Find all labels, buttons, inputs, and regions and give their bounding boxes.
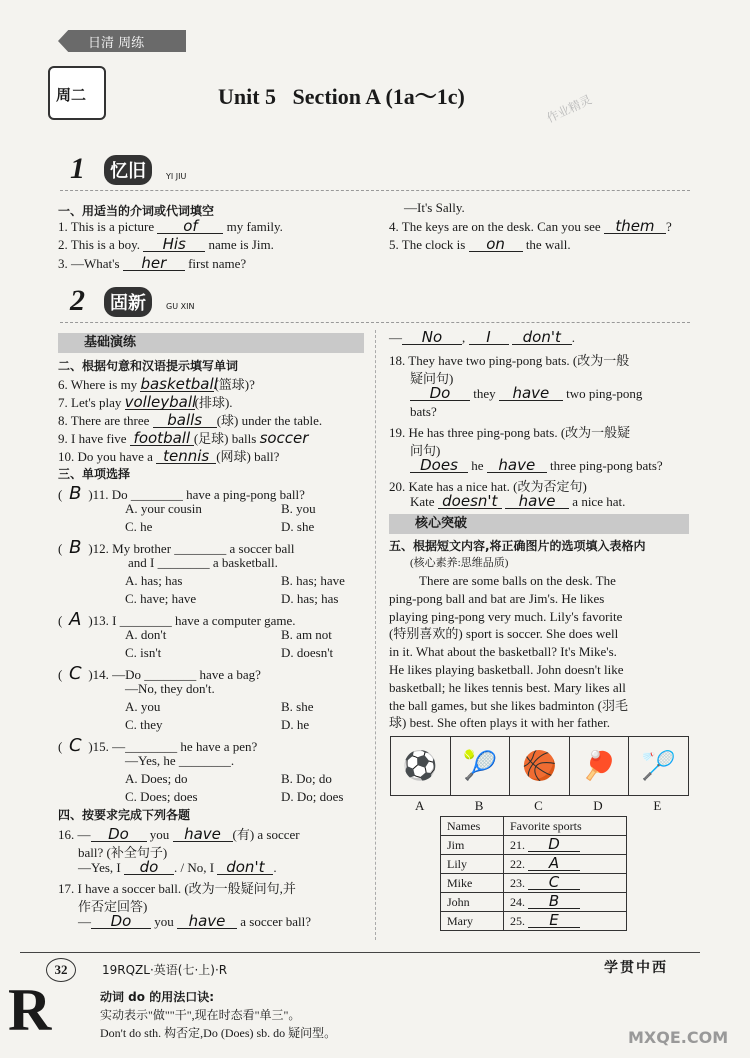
passage-line: ping-pong ball and bat are Jim's. He likes xyxy=(389,590,605,606)
watermark: 作业精灵 xyxy=(544,92,594,126)
q14-b: B. she xyxy=(281,699,314,714)
q17-2: 作否定回答) xyxy=(78,899,148,914)
review-q2: 2. This is a boy. His name is Jim. xyxy=(58,235,274,253)
tennis-picture: 🎾 xyxy=(451,737,511,795)
q16-2: ball? (补全句子) xyxy=(78,845,168,860)
page-title: Unit 5 Section A (1a～1c) xyxy=(218,84,465,109)
footer-rule xyxy=(20,952,700,953)
divider xyxy=(60,322,690,323)
passage-line: playing ping-pong very much. Lily's favorite xyxy=(389,608,623,624)
q13: ( A )13. I ________ have a computer game. xyxy=(58,609,296,630)
q14-a: A. you xyxy=(125,699,161,714)
q12-c: C. have; have xyxy=(125,591,197,606)
q14-2: —No, they don't. xyxy=(125,681,215,696)
q9: 9. I have five football (足球) balls soccer xyxy=(58,429,309,447)
q12-d: D. has; has xyxy=(281,591,339,606)
table-header: Names xyxy=(441,817,504,836)
passage-line: He likes playing basketball. John doesn't like xyxy=(389,661,624,677)
q15-2: —Yes, he ________. xyxy=(125,753,235,768)
q18: 18. They have two ping-pong bats. (改为一般 xyxy=(389,353,630,368)
h5-note: (核心素养:思维品质) xyxy=(410,557,509,569)
h5: 五、根据短文内容,将正确图片的选项填入表格内 xyxy=(389,539,646,553)
picture-labels xyxy=(390,798,687,814)
basketball-picture: 🏀 xyxy=(510,737,570,795)
review-q5: 5. The clock is on the wall. xyxy=(389,235,571,253)
q15-d: D. Do; does xyxy=(281,789,344,804)
q16: 16. — Do you have (有) a soccer xyxy=(58,825,300,843)
soccer-goal-picture: ⚽ xyxy=(391,737,451,795)
table-row: Jim 21. D xyxy=(441,836,627,855)
table-header: Favorite sports xyxy=(504,817,627,836)
h2: 二、根据句意和汉语提示填写单词 xyxy=(58,359,239,373)
q12-b: B. has; have xyxy=(281,573,345,588)
passage-line: basketball; he likes tennis best. Mary likes all xyxy=(389,679,626,695)
corner-letter: R xyxy=(8,977,52,1043)
q18-4: bats? xyxy=(410,404,437,419)
q13-c: C. isn't xyxy=(125,645,162,660)
q12-2: and I ________ a basketball. xyxy=(128,555,278,570)
section-1-pinyin: YI JIU xyxy=(166,172,187,181)
q19: 19. He has three ping-pong bats. (改为一般疑 xyxy=(389,425,631,440)
pic-label: D xyxy=(593,798,603,813)
h3: 三、单项选择 xyxy=(58,467,131,481)
passage-line: in it. What about the basketball? It's Mike's. xyxy=(389,644,617,660)
q11: ( B )11. Do ________ have a ping-pong ball? xyxy=(58,483,305,504)
table-row: John 24. B xyxy=(441,893,627,912)
q15-c: C. Does; does xyxy=(125,789,198,804)
q11-a: A. your cousin xyxy=(125,501,202,516)
page-number: 32 xyxy=(46,958,76,982)
table-row: Lily 22. A xyxy=(441,855,627,874)
q13-d: D. doesn't xyxy=(281,645,334,660)
q13-a: A. don't xyxy=(125,627,167,642)
passage-line: (特别喜欢的) sport is soccer. She does well xyxy=(389,626,619,642)
pictures-strip xyxy=(390,736,689,796)
day-label: 周二 xyxy=(56,86,87,104)
pic-label: C xyxy=(534,798,543,813)
passage-line: There are some balls on the desk. The xyxy=(419,573,616,588)
pic-label: A xyxy=(415,798,425,813)
q14-c: C. they xyxy=(125,717,163,732)
section-2-pinyin: GU XIN xyxy=(166,302,195,311)
q20-2: Kate doesn't have a nice hat. xyxy=(410,492,626,510)
passage-line: the ball games, but she likes badminton (羽毛 xyxy=(389,697,629,713)
q11-c: C. he xyxy=(125,519,153,534)
h4: 四、按要求完成下列各题 xyxy=(58,808,191,822)
review-q3: 3. —What's her first name? xyxy=(58,254,247,272)
q17: 17. I have a soccer ball. (改为一般疑问句,并 xyxy=(58,881,296,896)
divider xyxy=(60,190,690,191)
q12: ( B )12. My brother ________ a soccer ball xyxy=(58,537,295,558)
q19-3: Does he have three ping-pong bats? xyxy=(410,458,663,474)
ping-pong-picture: 🏓 xyxy=(570,737,630,795)
tip-title: 动词 do 的用法口诀: xyxy=(100,990,214,1004)
q17-3: — Do you have a soccer ball? xyxy=(78,912,311,930)
q18-3: Do they have two ping-pong xyxy=(410,386,642,402)
review-q1: 1. This is a picture of my family. xyxy=(58,217,283,235)
table-row: Mary 25. E xyxy=(441,912,627,931)
pic-label: B xyxy=(474,798,484,813)
q20: 20. Kate has a nice hat. (改为否定句) xyxy=(389,479,587,494)
passage xyxy=(389,572,689,732)
q18-2: 疑问句) xyxy=(410,371,454,386)
q10: 10. Do you have a tennis (网球) ball? xyxy=(58,447,280,465)
review-heading: 一、用适当的介词或代词填空 xyxy=(58,204,215,218)
passage-line: 球) best. She often plays it with her father. xyxy=(389,715,610,731)
q12-a: A. has; has xyxy=(125,573,183,588)
section-2-label: 固新 xyxy=(104,287,152,317)
q8: 8. There are three balls (球) under the table. xyxy=(58,411,323,429)
favorite-sports-table xyxy=(440,816,627,931)
table-row: Mike 23. C xyxy=(441,874,627,893)
q15-b: B. Do; do xyxy=(281,771,332,786)
review-q3b: —It's Sally. xyxy=(404,200,465,215)
site-watermark: MXQE.COM xyxy=(628,1028,729,1047)
q13-b: B. am not xyxy=(281,627,332,642)
header-tab-label: 日清 周练 xyxy=(88,36,145,51)
q14: ( C )14. —Do ________ have a bag? xyxy=(58,663,261,684)
section-2-number: 2 xyxy=(70,284,85,317)
q6: 6. Where is my basketball(篮球)? xyxy=(58,375,255,393)
q15-a: A. Does; do xyxy=(125,771,188,786)
section-1-number: 1 xyxy=(70,152,85,185)
book-code: 19RQZL·英语(七·上)·R xyxy=(102,963,228,977)
core-bar: 核心突破 xyxy=(389,514,689,534)
pic-label: E xyxy=(653,798,662,813)
brand: 学贯中西 xyxy=(604,960,668,976)
q19-2: 问句) xyxy=(410,443,441,458)
q15: ( C )15. —________ he have a pen? xyxy=(58,735,258,756)
badminton-picture: 🏸 xyxy=(641,751,677,782)
q7: 7. Let's play volleyball(排球). xyxy=(58,393,233,411)
q11-b: B. you xyxy=(281,501,316,516)
q17-4: — No , I don't . xyxy=(389,328,575,346)
tip-1: 实动表示"做""干",现在时态看"单三"。 xyxy=(100,1008,301,1022)
q16-3: —Yes, I do . / No, I don't . xyxy=(78,858,277,876)
column-divider xyxy=(375,330,376,940)
tip-2: Don't do sth. 构否定,Do (Does) sb. do 疑问型。 xyxy=(100,1026,337,1040)
section-1-label: 忆旧 xyxy=(104,155,152,185)
q14-d: D. he xyxy=(281,717,310,732)
review-q4: 4. The keys are on the desk. Can you see them ? xyxy=(389,217,672,235)
basic-practice-bar: 基础演练 xyxy=(58,333,364,353)
q11-d: D. she xyxy=(281,519,315,534)
